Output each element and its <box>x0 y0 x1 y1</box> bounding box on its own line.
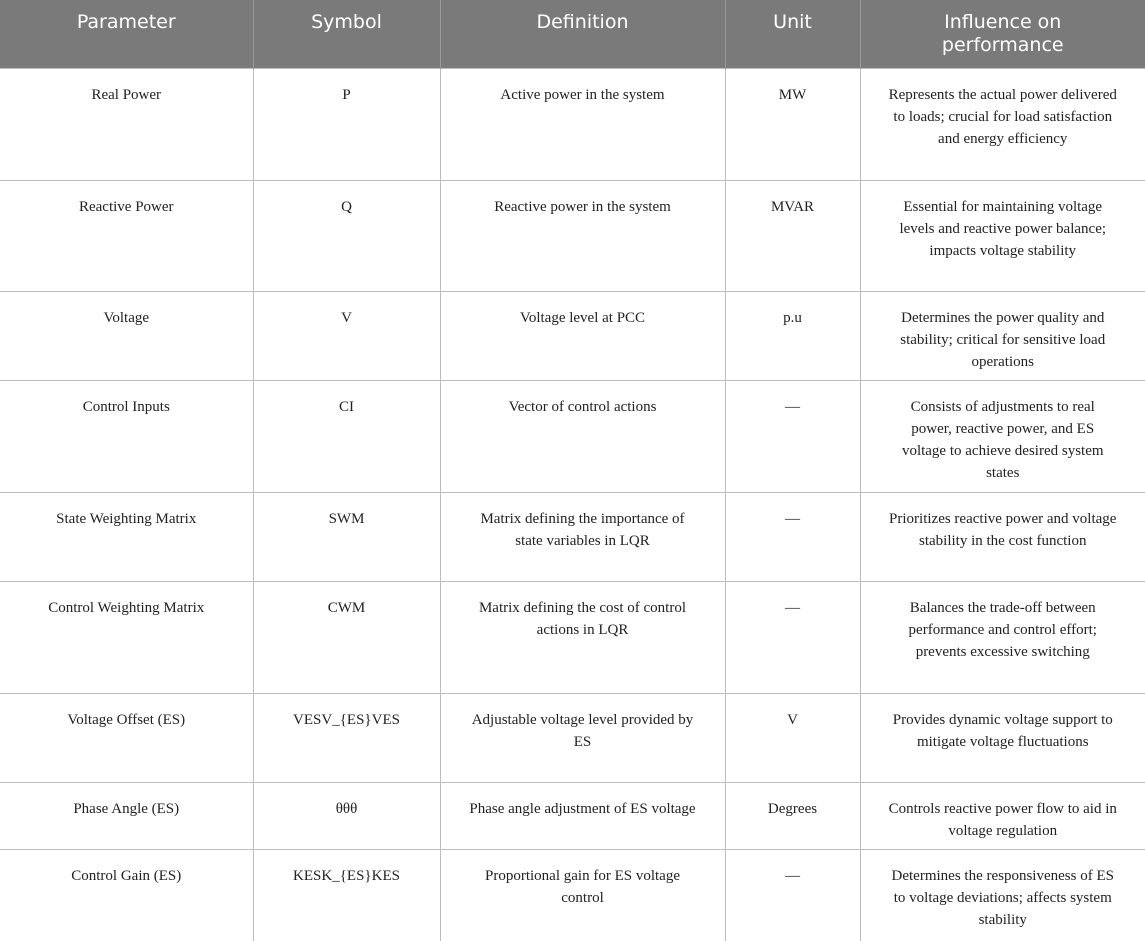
cell-influence: Consists of adjustments to real power, reactive power, and ES voltage to achieve desired system states <box>860 380 1145 492</box>
header-unit: Unit <box>725 0 860 68</box>
cell-symbol: CI <box>253 380 440 492</box>
table-row <box>0 380 1145 492</box>
table-body <box>0 68 1145 941</box>
cell-symbol: V <box>253 291 440 380</box>
cell-definition: Active power in the system <box>440 68 725 180</box>
table-row <box>0 581 1145 693</box>
table-row <box>0 492 1145 581</box>
header-influence: Influence on performance <box>860 0 1145 68</box>
cell-parameter: Voltage <box>0 291 253 380</box>
header-symbol: Symbol <box>253 0 440 68</box>
cell-influence: Prioritizes reactive power and voltage stability in the cost function <box>860 492 1145 581</box>
cell-symbol: KESK_{ES}KES <box>253 849 440 941</box>
header-parameter: Parameter <box>0 0 253 68</box>
cell-definition: Matrix defining the importance of state variables in LQR <box>440 492 725 581</box>
cell-parameter: Control Gain (ES) <box>0 849 253 941</box>
cell-influence: Determines the responsiveness of ES to voltage deviations; affects system stability <box>860 849 1145 941</box>
cell-unit: p.u <box>725 291 860 380</box>
cell-parameter: Voltage Offset (ES) <box>0 693 253 782</box>
cell-definition: Matrix defining the cost of control actions in LQR <box>440 581 725 693</box>
cell-symbol: SWM <box>253 492 440 581</box>
cell-parameter: Control Weighting Matrix <box>0 581 253 693</box>
cell-influence: Determines the power quality and stability; critical for sensitive load operations <box>860 291 1145 380</box>
cell-definition: Adjustable voltage level provided by ES <box>440 693 725 782</box>
table-row <box>0 693 1145 782</box>
header-definition: Definition <box>440 0 725 68</box>
table-row <box>0 849 1145 941</box>
cell-definition: Voltage level at PCC <box>440 291 725 380</box>
table-row <box>0 68 1145 180</box>
cell-symbol: P <box>253 68 440 180</box>
cell-symbol: Q <box>253 180 440 291</box>
cell-unit: — <box>725 849 860 941</box>
cell-symbol: CWM <box>253 581 440 693</box>
cell-parameter: Control Inputs <box>0 380 253 492</box>
cell-influence: Represents the actual power delivered to loads; crucial for load satisfaction and energy efficiency <box>860 68 1145 180</box>
cell-parameter: Real Power <box>0 68 253 180</box>
cell-parameter: Phase Angle (ES) <box>0 782 253 849</box>
cell-influence: Controls reactive power flow to aid in voltage regulation <box>860 782 1145 849</box>
table-header <box>0 0 1145 68</box>
cell-definition: Phase angle adjustment of ES voltage <box>440 782 725 849</box>
cell-unit: MW <box>725 68 860 180</box>
cell-influence: Essential for maintaining voltage levels and reactive power balance; impacts voltage stability <box>860 180 1145 291</box>
cell-definition: Vector of control actions <box>440 380 725 492</box>
cell-unit: — <box>725 380 860 492</box>
cell-unit: V <box>725 693 860 782</box>
table-row <box>0 180 1145 291</box>
cell-unit: — <box>725 492 860 581</box>
cell-parameter: State Weighting Matrix <box>0 492 253 581</box>
cell-parameter: Reactive Power <box>0 180 253 291</box>
cell-unit: — <box>725 581 860 693</box>
cell-influence: Balances the trade-off between performance and control effort; prevents excessive switching <box>860 581 1145 693</box>
cell-unit: MVAR <box>725 180 860 291</box>
cell-influence: Provides dynamic voltage support to mitigate voltage fluctuations <box>860 693 1145 782</box>
header-row <box>0 0 1145 68</box>
cell-symbol: θθθ <box>253 782 440 849</box>
cell-symbol: VESV_{ES}VES <box>253 693 440 782</box>
table-row <box>0 782 1145 849</box>
cell-definition: Reactive power in the system <box>440 180 725 291</box>
cell-unit: Degrees <box>725 782 860 849</box>
table-row <box>0 291 1145 380</box>
cell-definition: Proportional gain for ES voltage control <box>440 849 725 941</box>
